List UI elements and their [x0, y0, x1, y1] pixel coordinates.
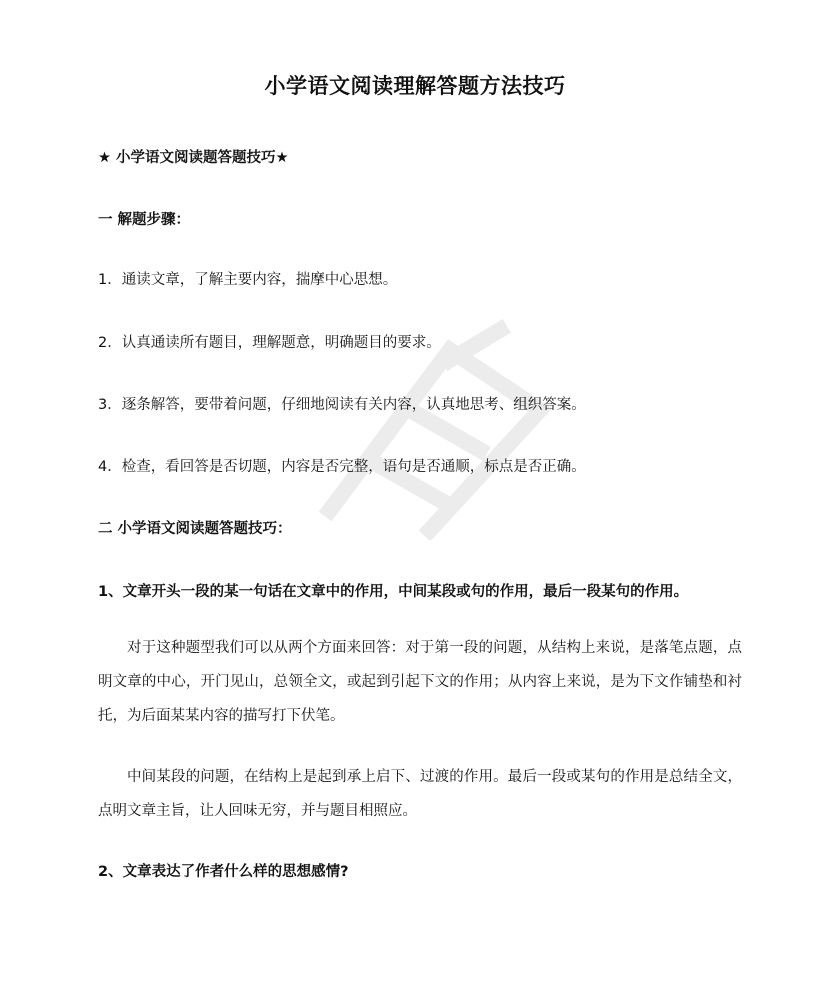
watermark-logo-icon [300, 290, 560, 540]
subtitle: ★ 小学语文阅读题答题技巧★ [98, 150, 289, 166]
section-heading-techniques: 二 小学语文阅读题答题技巧： [98, 521, 292, 537]
question-heading: 1、文章开头一段的某一句话在文章中的作用，中间某段或句的作用，最后一段某句的作用。 [98, 584, 689, 600]
body-paragraph: 中间某段的问题，在结构上是起到承上启下、过渡的作用。最后一段或某句的作用是总结全文，点明文章主旨，让人回味无穷，并与题目相照应。 [98, 769, 742, 819]
step-item: 3．逐条解答，要带着问题，仔细地阅读有关内容，认真地思考、组织答案。 [98, 397, 586, 413]
step-item: 1．通读文章，了解主要内容，揣摩中心思想。 [98, 272, 398, 288]
question-heading: 2、文章表达了作者什么样的思想感情? [98, 864, 349, 880]
document-title: 小学语文阅读理解答题方法技巧 [264, 74, 566, 98]
step-item: 2．认真通读所有题目，理解题意，明确题目的要求。 [98, 335, 441, 351]
section-heading-steps: 一 解题步骤： [98, 212, 191, 228]
body-paragraph: 对于这种题型我们可以从两个方面来回答：对于第一段的问题，从结构上来说，是落笔点题，点明文章的中心，开门见山，总领全文，或起到引起下文的作用；从内容上来说，是为下文作铺垫和衬托，为后面某某内容的描写打下伏笔。 [98, 640, 742, 724]
step-item: 4．检查，看回答是否切题，内容是否完整，语句是否通顺，标点是否正确。 [98, 459, 586, 475]
